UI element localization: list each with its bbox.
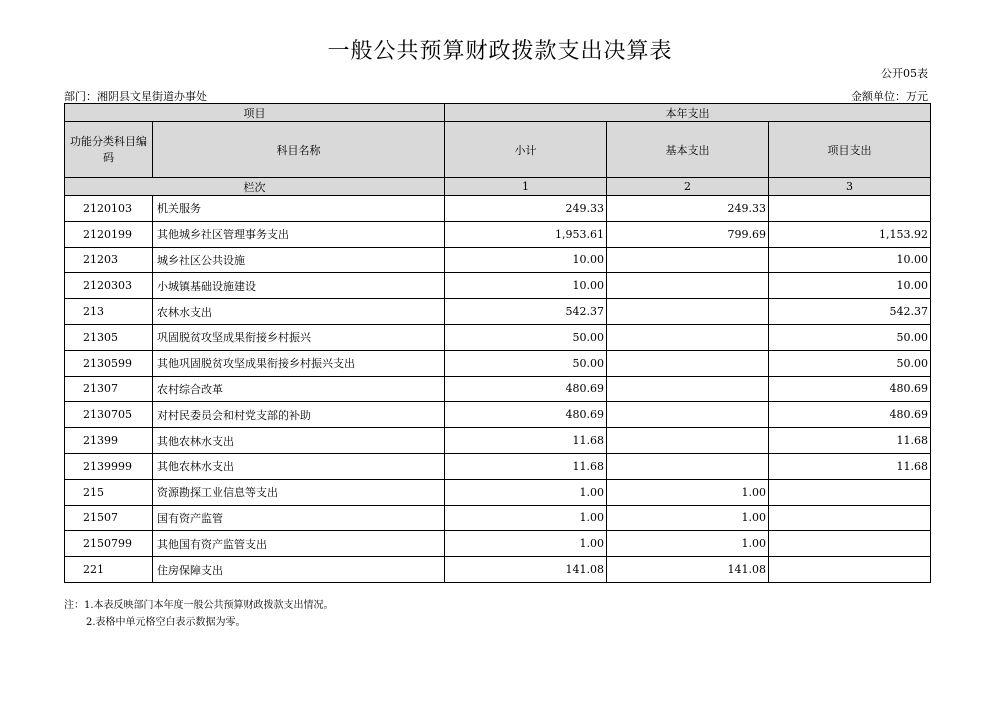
name-cell: 对村民委员会和村党支部的补助 <box>153 402 445 428</box>
name-cell: 国有资产监管 <box>153 505 445 531</box>
project-cell: 11.68 <box>769 428 931 454</box>
project-cell: 10.00 <box>769 247 931 273</box>
name-cell: 农村综合改革 <box>153 376 445 402</box>
project-cell <box>769 557 931 583</box>
header-code-col: 功能分类科目编码 <box>65 122 153 178</box>
basic-cell <box>607 273 769 299</box>
table-row <box>65 324 931 350</box>
code-cell: 2120103 <box>65 196 153 222</box>
name-cell: 其他国有资产监管支出 <box>153 531 445 557</box>
code-cell: 2130705 <box>65 402 153 428</box>
basic-cell <box>607 299 769 325</box>
basic-cell <box>607 402 769 428</box>
basic-cell: 1.00 <box>607 479 769 505</box>
name-cell: 其他农林水支出 <box>153 453 445 479</box>
header-basic: 基本支出 <box>607 122 769 178</box>
code-cell: 2150799 <box>65 531 153 557</box>
name-cell: 其他城乡社区管理事务支出 <box>153 221 445 247</box>
subtotal-cell: 10.00 <box>445 247 607 273</box>
subtotal-cell: 480.69 <box>445 376 607 402</box>
header-column-order: 栏次 <box>65 178 445 196</box>
table-row <box>65 376 931 402</box>
code-cell: 2120199 <box>65 221 153 247</box>
table-row <box>65 428 931 454</box>
basic-cell: 249.33 <box>607 196 769 222</box>
project-cell: 480.69 <box>769 376 931 402</box>
table-row <box>65 505 931 531</box>
code-cell: 215 <box>65 479 153 505</box>
table-row <box>65 557 931 583</box>
code-cell: 221 <box>65 557 153 583</box>
expenditure-table <box>64 103 931 583</box>
name-cell: 农林水支出 <box>153 299 445 325</box>
basic-cell: 1.00 <box>607 531 769 557</box>
header-row-2 <box>65 122 931 178</box>
basic-cell <box>607 376 769 402</box>
header-row-1 <box>65 104 931 122</box>
code-cell: 2139999 <box>65 453 153 479</box>
name-cell: 巩固脱贫攻坚成果衔接乡村振兴 <box>153 324 445 350</box>
subtotal-cell: 50.00 <box>445 350 607 376</box>
code-cell: 21203 <box>65 247 153 273</box>
table-row <box>65 531 931 557</box>
table-row <box>65 453 931 479</box>
basic-cell <box>607 247 769 273</box>
basic-cell: 141.08 <box>607 557 769 583</box>
header-subtotal: 小计 <box>445 122 607 178</box>
code-cell: 2130599 <box>65 350 153 376</box>
header-col3: 3 <box>769 178 931 196</box>
subtotal-cell: 1.00 <box>445 531 607 557</box>
project-cell <box>769 531 931 557</box>
table-row <box>65 196 931 222</box>
name-cell: 机关服务 <box>153 196 445 222</box>
subtotal-cell: 50.00 <box>445 324 607 350</box>
project-cell: 480.69 <box>769 402 931 428</box>
code-cell: 21399 <box>65 428 153 454</box>
code-cell: 21307 <box>65 376 153 402</box>
table-row <box>65 350 931 376</box>
subtotal-cell: 249.33 <box>445 196 607 222</box>
project-cell: 50.00 <box>769 350 931 376</box>
name-cell: 资源勘探工业信息等支出 <box>153 479 445 505</box>
table-row <box>65 273 931 299</box>
basic-cell: 799.69 <box>607 221 769 247</box>
project-cell: 542.37 <box>769 299 931 325</box>
table-row <box>65 479 931 505</box>
header-row-3 <box>65 178 931 196</box>
basic-cell <box>607 324 769 350</box>
department-label: 部门：湘阴县文星街道办事处 <box>64 90 207 103</box>
subtotal-cell: 11.68 <box>445 428 607 454</box>
code-cell: 21305 <box>65 324 153 350</box>
header-col1: 1 <box>445 178 607 196</box>
subtotal-cell: 1.00 <box>445 479 607 505</box>
name-cell: 其他巩固脱贫攻坚成果衔接乡村振兴支出 <box>153 350 445 376</box>
code-cell: 21507 <box>65 505 153 531</box>
header-name-col: 科目名称 <box>153 122 445 178</box>
name-cell: 其他农林水支出 <box>153 428 445 454</box>
note-2: 2.表格中单元格空白表示数据为零。 <box>86 617 246 628</box>
notes <box>64 597 334 631</box>
project-cell <box>769 196 931 222</box>
code-cell: 2120303 <box>65 273 153 299</box>
subtotal-cell: 542.37 <box>445 299 607 325</box>
project-cell <box>769 479 931 505</box>
basic-cell <box>607 350 769 376</box>
amount-unit-label: 金额单位：万元 <box>851 90 928 103</box>
name-cell: 小城镇基础设施建设 <box>153 273 445 299</box>
basic-cell <box>607 428 769 454</box>
table-row <box>65 247 931 273</box>
subtotal-cell: 1,953.61 <box>445 221 607 247</box>
form-code: 公开05表 <box>881 67 928 80</box>
project-cell: 1,153.92 <box>769 221 931 247</box>
report-title: 一般公共预算财政拨款支出决算表 <box>327 39 673 64</box>
name-cell: 城乡社区公共设施 <box>153 247 445 273</box>
table-row <box>65 299 931 325</box>
code-cell: 213 <box>65 299 153 325</box>
subtotal-cell: 480.69 <box>445 402 607 428</box>
header-col2: 2 <box>607 178 769 196</box>
table-row <box>65 402 931 428</box>
subtotal-cell: 1.00 <box>445 505 607 531</box>
header-item: 项目 <box>65 104 445 122</box>
header-project: 项目支出 <box>769 122 931 178</box>
note-1: 注：1.本表反映部门本年度一般公共预算财政拨款支出情况。 <box>64 600 334 611</box>
project-cell: 11.68 <box>769 453 931 479</box>
header-year-expense: 本年支出 <box>445 104 931 122</box>
basic-cell <box>607 453 769 479</box>
basic-cell: 1.00 <box>607 505 769 531</box>
project-cell: 50.00 <box>769 324 931 350</box>
subtotal-cell: 10.00 <box>445 273 607 299</box>
project-cell: 10.00 <box>769 273 931 299</box>
name-cell: 住房保障支出 <box>153 557 445 583</box>
subtotal-cell: 11.68 <box>445 453 607 479</box>
subtotal-cell: 141.08 <box>445 557 607 583</box>
project-cell <box>769 505 931 531</box>
table-body <box>65 196 931 583</box>
table-row <box>65 221 931 247</box>
